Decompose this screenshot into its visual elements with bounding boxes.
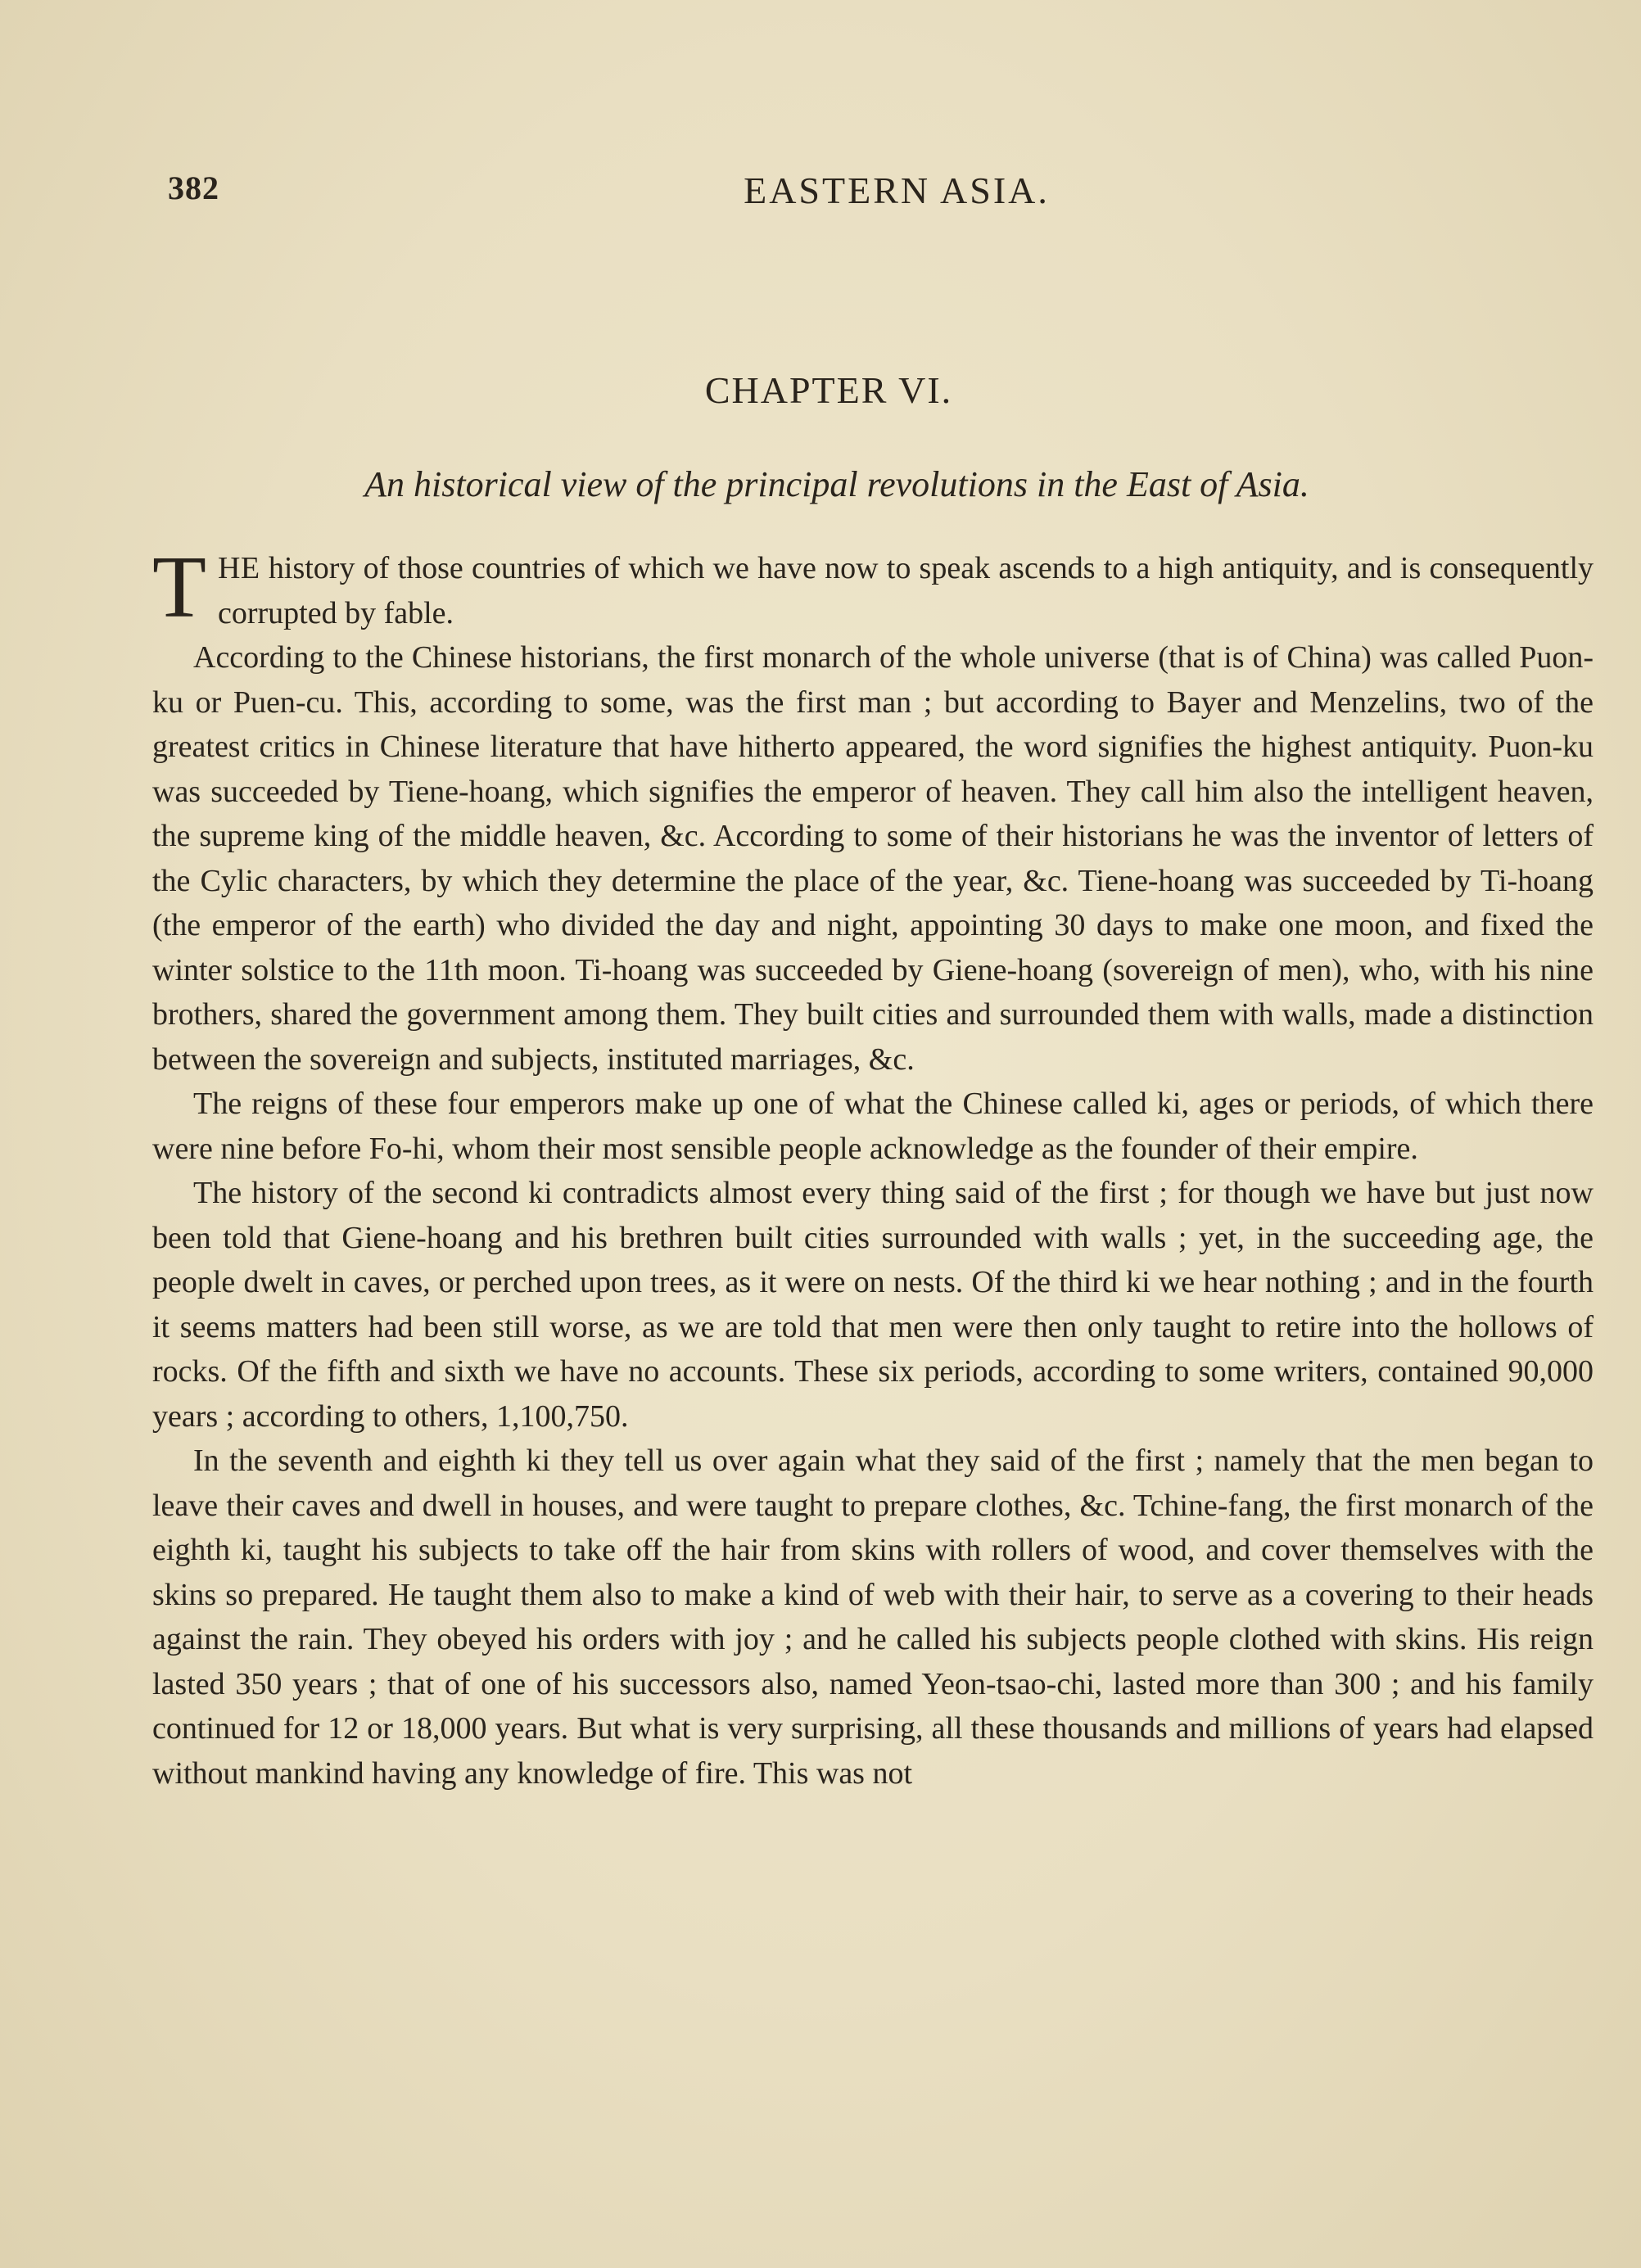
body-text: [152, 539, 1594, 1796]
paragraph: According to the Chinese historians, the first monarch of the whole universe (that is of China) was called Puon-ku or Puen-cu. This, according to some, was the first man ; but according to Bayer and Menzelins, two of the greatest critics in Chinese literature that have hitherto appeared, the word signifies the highest antiquity. Puon-ku was succeeded by Tiene-hoang, which signifies the emperor of heaven. They call him also the intelligent heaven, the supreme king of the middle heaven, &c. According to some of their historians he was the inventor of letters of the Cylic characters, by which they determine the place of the year, &c. Tiene-hoang was succeeded by Ti-hoang (the emperor of the earth) who divided the day and night, appointing 30 days to make one moon, and fixed the winter solstice to the 11th moon. Ti-hoang was succeeded by Giene-hoang (sovereign of men), who, with his nine brothers, shared the government among them. They built cities and surrounded them with walls, made a distinction between the sovereign and subjects, instituted marriages, &c.: [152, 640, 1594, 1077]
paragraph: In the seventh and eighth ki they tell us over again what they said of the first ; namely that the men began to leave their caves and dwell in houses, and were taught to prepare clothes, &c. Tchine-fang, the first monarch of the eighth ki, taught his subjects to take off the hair from skins with rollers of wood, and cover themselves with the skins so prepared. He taught them also to make a kind of web with their hair, to serve as a covering to their heads against the rain. They obeyed his orders with joy ; and he called his subjects people clothed with skins. His reign lasted 350 years ; that of one of his successors also, named Yeon-tsao-chi, lasted more than 300 ; and his family continued for 12 or 18,000 years. But what is very surprising, all these thousands and millions of years had elapsed without mankind having any knowledge of fire. This was not: [152, 1443, 1594, 1791]
chapter-subtitle: An historical view of the principal revolutions in the East of Asia.: [364, 464, 1309, 504]
running-title: EASTERN ASIA.: [744, 169, 1050, 211]
chapter-heading: CHAPTER VI.: [704, 369, 953, 411]
paragraph: [152, 539, 1594, 636]
paragraph: The history of the second ki contradicts almost every thing said of the first ; for though we have but just now been told that Giene-hoang and his brethren built cities surrounded with walls ; yet, in the succeeding age, the people dwelt in caves, or perched upon trees, as it were on nests. Of the third ki we hear nothing ; and in the fourth it seems matters had been still worse, as we are told that men were then only taught to retire into the hollows of rocks. Of the fifth and sixth we have no accounts. These six periods, according to some writers, contained 90,000 years ; according to others, 1,100,750.: [152, 1176, 1594, 1434]
page-number: 382: [168, 169, 219, 206]
paragraph-text: history of those countries of which we have now to speak ascends to a high antiquity, and is consequently corrupted by fable.: [217, 551, 1594, 630]
drop-cap: T: [152, 539, 206, 636]
running-head: [168, 169, 1593, 218]
paragraph: The reigns of these four emperors make up one of what the Chinese called ki, ages or periods, of which there were nine before Fo-hi, whom their most sensible people acknowledge as the founder of their empire.: [152, 1087, 1594, 1166]
first-word-rest: HE: [217, 551, 260, 585]
